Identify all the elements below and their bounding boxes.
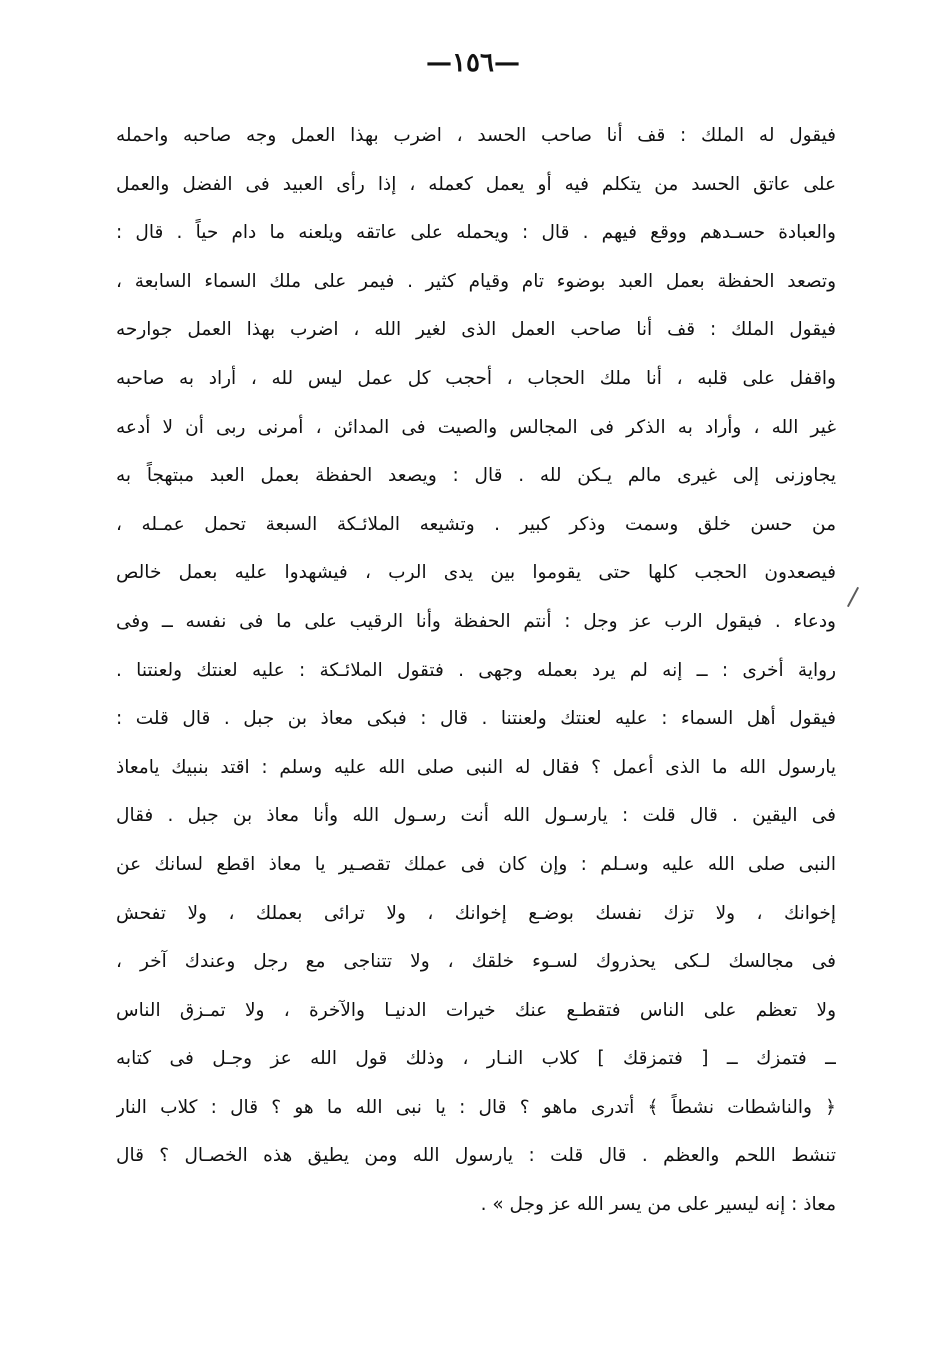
text-line: النبى صلى الله عليه وسـلم : وإن كان فى عملك تقصـير يا معاذ اقطع لسانك عن: [116, 853, 836, 875]
text-line: إخوانك ، ولا تزك نفسك بوضـع إخوانك ، ولا ترائى بعملك ، ولا تفحش: [116, 902, 836, 924]
text-line: يارسول الله ما الذى أعمل ؟ فقال له النبى صلى الله عليه وسلم : اقتد بنبيك يامعاذ: [116, 756, 836, 778]
body-text: [116, 112, 836, 1230]
text-line: غير الله ، وأراد به الذكر فى المجالس والصيت فى المدائن ، أمرنى ربى أن لا أدعه: [116, 416, 836, 438]
text-line: فيصعدون الحجب كلها حتى يقوموا بين يدى الرب ، فيشهدوا عليه بعمل خالص: [116, 562, 836, 584]
text-line: رواية أخرى : ــ إنه لم يرد بعمله وجهى . فتقول الملائـكة : عليه لعنتك ولعنتنا .: [116, 659, 836, 681]
margin-pen-mark: [847, 587, 859, 607]
text-line: معاذ : إنه ليسير على من يسر الله عز وجل » .: [480, 1194, 836, 1216]
text-line: ــ فتمزك ــ [ فتمزقك ] كلاب النـار ، وذلك قول الله عز وجـل فى كتابه: [116, 1048, 836, 1070]
text-line: ودعاء . فيقول الرب عز وجل : أنتم الحفظة وأنا الرقيب على ما فى نفسه ــ وفى: [116, 610, 836, 632]
text-line: فيقول أهل السماء : عليه لعنتك ولعنتنا . قال : فبكى معاذ بن جبل . قال قلت :: [116, 708, 836, 730]
text-line: ﴿ والناشطات نشطاً ﴾ أتدرى ماهو ؟ قال : يا نبى الله ما هو ؟ قال : كلاب النار: [116, 1096, 836, 1118]
text-line: والعبادة حسـدهم ووقع فيهم . قال : ويحمله على عاتقه ويلعنه ما دام حياً . قال :: [116, 222, 836, 244]
text-line: تنشط اللحم والعظم . قال قلت : يارسول الله ومن يطيق هذه الخصـال ؟ قال: [116, 1145, 836, 1167]
text-line: واقفل على قلبه ، أنا ملك الحجاب ، أحجب كل عمل ليس لله ، أراد به صاحبه: [116, 367, 836, 389]
text-line: وتصعد الحفظة بعمل العبد بوضوء تام وقيام كثير . فيمر على ملك السماء السابعة ،: [116, 270, 836, 292]
text-line: فيقول له الملك : قف أنا صاحب الحسد ، اضرب بهذا العمل وجه صاحبه واحمله: [116, 125, 836, 146]
text-line: على عاتق الحسد من يتكلم فيه أو يعمل كعمله ، إذا رأى العبيد فى الفضل والعمل: [116, 173, 836, 195]
text-line: فى اليقين . قال قلت : يارسـول الله أنت رسـول الله وأنا معاذ بن جبل . فقال: [116, 805, 836, 827]
text-line: يجاوزنى إلى غيرى مالم يـكن لله . قال : ويصعد الحفظة بعمل العبد مبتهجاً به: [116, 465, 836, 487]
page-number: —١٥٦—: [426, 48, 520, 78]
text-line: من حسن خلق وسمت وذكر كبير . وتشيعه الملائـكة السبعة تحمل عمـله ،: [116, 513, 836, 535]
text-line: فى مجالسك لـكى يحذروك لسـوء خلقك ، ولا تتناجى مع رجل وعندك آخر ،: [116, 951, 836, 973]
text-line: فيقول الملك : قف أنا صاحب العمل الذى لغير الله ، اضرب بهذا العمل جوارحه: [116, 319, 836, 341]
text-line: ولا تعظم على الناس فتقطـع عنك خيرات الدنيـا والآخرة ، ولا تمـزق الناس: [116, 999, 836, 1021]
